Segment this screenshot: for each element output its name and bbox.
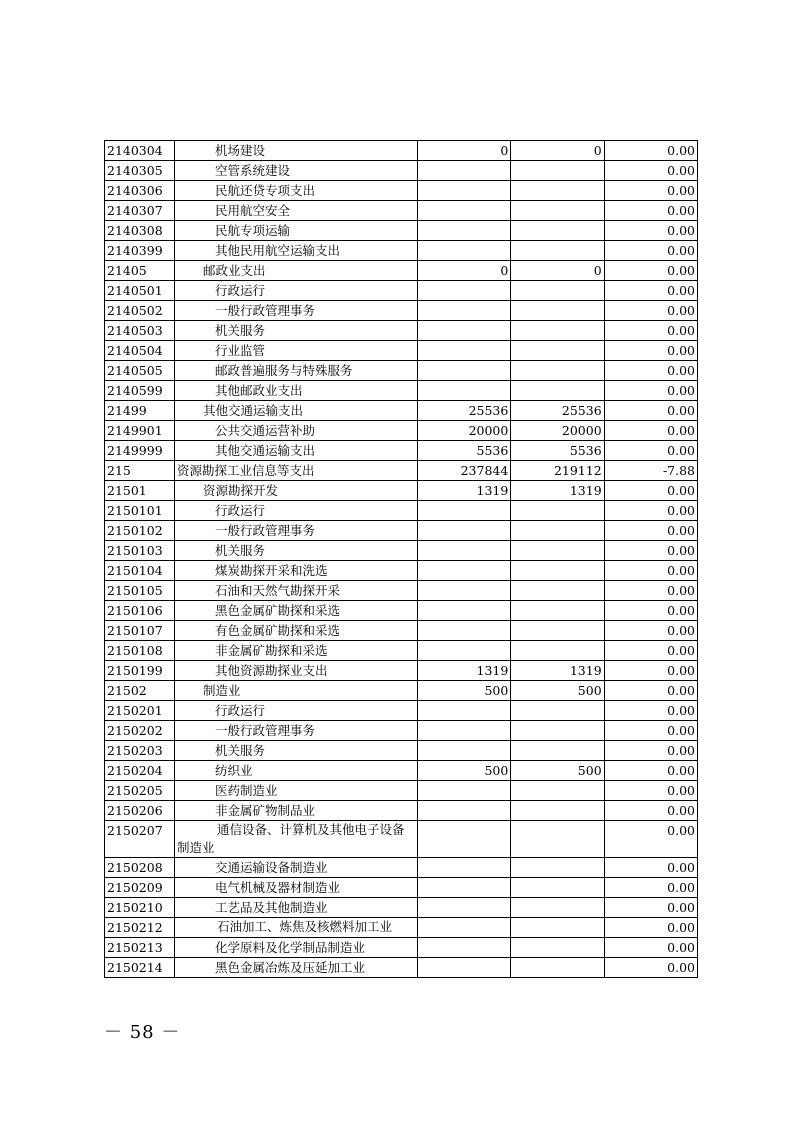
cell-code: 2140505 (105, 361, 175, 381)
cell-budget (418, 321, 511, 341)
cell-code: 2150209 (105, 878, 175, 898)
table-row (105, 481, 698, 501)
cell-budget (418, 501, 511, 521)
table-row (105, 261, 698, 281)
cell-name-text: 石油加工、炼焦及核燃料加工业 (217, 919, 393, 934)
cell-pct: 0.00 (604, 601, 697, 621)
cell-pct: 0.00 (604, 958, 697, 978)
cell-pct: 0.00 (604, 781, 697, 801)
cell-pct: 0.00 (604, 261, 697, 281)
cell-pct: 0.00 (604, 221, 697, 241)
cell-pct: 0.00 (604, 301, 697, 321)
table-row (105, 721, 698, 741)
cell-name: 化学原料及化学制品制造业 (175, 938, 418, 958)
cell-actual (511, 821, 604, 858)
cell-code: 2150102 (105, 521, 175, 541)
cell-name: 民航专项运输 (175, 221, 418, 241)
table-row (105, 878, 698, 898)
cell-budget (418, 701, 511, 721)
cell-code: 2140307 (105, 201, 175, 221)
cell-pct: 0.00 (604, 141, 697, 161)
cell-name (175, 821, 418, 858)
cell-actual (511, 501, 604, 521)
cell-budget (418, 938, 511, 958)
cell-code: 2150105 (105, 581, 175, 601)
cell-name: 煤炭勘探开采和洗选 (175, 561, 418, 581)
cell-name: 其他邮政业支出 (175, 381, 418, 401)
table-row (105, 421, 698, 441)
cell-code: 2150204 (105, 761, 175, 781)
table-row (105, 501, 698, 521)
cell-pct: 0.00 (604, 918, 697, 938)
cell-code: 21499 (105, 401, 175, 421)
cell-budget (418, 821, 511, 858)
cell-name: 行业监管 (175, 341, 418, 361)
cell-actual (511, 201, 604, 221)
cell-budget (418, 641, 511, 661)
cell-code: 2150104 (105, 561, 175, 581)
table-row (105, 201, 698, 221)
cell-budget: 25536 (418, 401, 511, 421)
cell-budget (418, 301, 511, 321)
cell-pct: 0.00 (604, 621, 697, 641)
cell-code: 2150202 (105, 721, 175, 741)
cell-actual: 219112 (511, 461, 604, 481)
cell-actual (511, 721, 604, 741)
cell-pct: 0.00 (604, 821, 697, 858)
cell-pct: 0.00 (604, 561, 697, 581)
cell-pct: 0.00 (604, 661, 697, 681)
table-row (105, 461, 698, 481)
cell-code: 2150212 (105, 918, 175, 938)
cell-code: 2150103 (105, 541, 175, 561)
cell-budget (418, 781, 511, 801)
cell-actual: 5536 (511, 441, 604, 461)
cell-name: 其他民用航空运输支出 (175, 241, 418, 261)
cell-name: 医药制造业 (175, 781, 418, 801)
cell-name: 资源勘探工业信息等支出 (175, 461, 418, 481)
cell-pct: 0.00 (604, 181, 697, 201)
cell-actual (511, 241, 604, 261)
cell-code: 2140305 (105, 161, 175, 181)
table-row (105, 401, 698, 421)
cell-name: 机场建设 (175, 141, 418, 161)
cell-actual (511, 301, 604, 321)
cell-budget (418, 898, 511, 918)
cell-pct: 0.00 (604, 898, 697, 918)
cell-budget (418, 181, 511, 201)
cell-name: 行政运行 (175, 701, 418, 721)
cell-actual (511, 521, 604, 541)
cell-name-text: 通信设备、计算机及其他电子设备制造业 (177, 822, 405, 855)
cell-actual: 1319 (511, 481, 604, 501)
cell-code: 2150199 (105, 661, 175, 681)
table-row (105, 898, 698, 918)
cell-actual (511, 641, 604, 661)
cell-budget (418, 581, 511, 601)
cell-budget: 0 (418, 261, 511, 281)
cell-code: 2150101 (105, 501, 175, 521)
table-row (105, 161, 698, 181)
cell-name: 空管系统建设 (175, 161, 418, 181)
cell-name (175, 918, 418, 938)
cell-name: 行政运行 (175, 281, 418, 301)
table-row (105, 621, 698, 641)
cell-code: 2140308 (105, 221, 175, 241)
table-row (105, 561, 698, 581)
cell-actual (511, 701, 604, 721)
cell-code: 2150205 (105, 781, 175, 801)
cell-actual: 1319 (511, 661, 604, 681)
cell-pct: 0.00 (604, 441, 697, 461)
table-row (105, 141, 698, 161)
table-row (105, 741, 698, 761)
cell-pct: 0.00 (604, 501, 697, 521)
budget-table (104, 140, 698, 978)
cell-actual (511, 918, 604, 938)
cell-name: 石油和天然气勘探开采 (175, 581, 418, 601)
cell-pct: 0.00 (604, 741, 697, 761)
cell-code: 2149999 (105, 441, 175, 461)
cell-budget (418, 918, 511, 938)
table-row (105, 341, 698, 361)
cell-name: 公共交通运营补助 (175, 421, 418, 441)
cell-name: 资源勘探开发 (175, 481, 418, 501)
cell-pct: 0.00 (604, 401, 697, 421)
cell-budget (418, 341, 511, 361)
cell-budget (418, 801, 511, 821)
cell-code: 215 (105, 461, 175, 481)
cell-name: 民用航空安全 (175, 201, 418, 221)
table-body (105, 141, 698, 978)
cell-budget: 0 (418, 141, 511, 161)
cell-actual: 500 (511, 681, 604, 701)
table-row (105, 321, 698, 341)
cell-pct: 0.00 (604, 701, 697, 721)
cell-pct: 0.00 (604, 341, 697, 361)
cell-pct: 0.00 (604, 521, 697, 541)
cell-actual (511, 381, 604, 401)
cell-actual (511, 621, 604, 641)
cell-code: 2150210 (105, 898, 175, 918)
cell-pct: 0.00 (604, 721, 697, 741)
cell-actual (511, 801, 604, 821)
cell-code: 2140504 (105, 341, 175, 361)
cell-code: 2150203 (105, 741, 175, 761)
cell-name: 一般行政管理事务 (175, 521, 418, 541)
cell-budget (418, 161, 511, 181)
cell-pct: 0.00 (604, 878, 697, 898)
cell-pct: 0.00 (604, 541, 697, 561)
cell-pct: -7.88 (604, 461, 697, 481)
cell-actual (511, 938, 604, 958)
table-row (105, 441, 698, 461)
cell-pct: 0.00 (604, 858, 697, 878)
cell-name: 非金属矿物制品业 (175, 801, 418, 821)
cell-name: 制造业 (175, 681, 418, 701)
table-row (105, 361, 698, 381)
table-row (105, 821, 698, 858)
cell-code: 2150107 (105, 621, 175, 641)
cell-code: 2150201 (105, 701, 175, 721)
cell-name: 其他资源勘探业支出 (175, 661, 418, 681)
cell-name: 有色金属矿勘探和采选 (175, 621, 418, 641)
cell-pct: 0.00 (604, 681, 697, 701)
cell-pct: 0.00 (604, 421, 697, 441)
cell-budget (418, 521, 511, 541)
cell-budget (418, 878, 511, 898)
cell-code: 2150206 (105, 801, 175, 821)
cell-name: 行政运行 (175, 501, 418, 521)
cell-pct: 0.00 (604, 581, 697, 601)
cell-budget (418, 721, 511, 741)
table-row (105, 761, 698, 781)
table-row (105, 221, 698, 241)
cell-name: 邮政普遍服务与特殊服务 (175, 361, 418, 381)
cell-pct: 0.00 (604, 481, 697, 501)
cell-budget (418, 958, 511, 978)
cell-budget: 500 (418, 681, 511, 701)
table-row (105, 241, 698, 261)
page-number: － 58 － (104, 1022, 181, 1043)
cell-code: 2150106 (105, 601, 175, 621)
table-row (105, 681, 698, 701)
table-row (105, 641, 698, 661)
table-row (105, 701, 698, 721)
cell-actual: 20000 (511, 421, 604, 441)
cell-actual (511, 321, 604, 341)
cell-code: 2149901 (105, 421, 175, 441)
cell-actual (511, 958, 604, 978)
cell-name: 其他交通运输支出 (175, 401, 418, 421)
cell-code: 2140306 (105, 181, 175, 201)
cell-budget: 237844 (418, 461, 511, 481)
cell-budget: 5536 (418, 441, 511, 461)
cell-code: 21405 (105, 261, 175, 281)
cell-actual (511, 741, 604, 761)
cell-name: 非金属矿勘探和采选 (175, 641, 418, 661)
cell-code: 2140399 (105, 241, 175, 261)
cell-code: 21501 (105, 481, 175, 501)
cell-budget: 500 (418, 761, 511, 781)
table-row (105, 958, 698, 978)
cell-name: 交通运输设备制造业 (175, 858, 418, 878)
cell-name: 机关服务 (175, 541, 418, 561)
table-row (105, 521, 698, 541)
cell-budget (418, 858, 511, 878)
cell-pct: 0.00 (604, 641, 697, 661)
cell-budget (418, 561, 511, 581)
cell-pct: 0.00 (604, 241, 697, 261)
cell-pct: 0.00 (604, 938, 697, 958)
cell-actual (511, 281, 604, 301)
cell-code: 2140503 (105, 321, 175, 341)
table-row (105, 581, 698, 601)
cell-name: 其他交通运输支出 (175, 441, 418, 461)
cell-code: 2150108 (105, 641, 175, 661)
cell-pct: 0.00 (604, 321, 697, 341)
cell-budget (418, 381, 511, 401)
cell-pct: 0.00 (604, 201, 697, 221)
table-row (105, 781, 698, 801)
cell-name: 邮政业支出 (175, 261, 418, 281)
cell-budget: 1319 (418, 481, 511, 501)
cell-name: 工艺品及其他制造业 (175, 898, 418, 918)
cell-name: 机关服务 (175, 741, 418, 761)
cell-name: 电气机械及器材制造业 (175, 878, 418, 898)
cell-budget (418, 601, 511, 621)
table-row (105, 801, 698, 821)
cell-actual (511, 781, 604, 801)
cell-pct: 0.00 (604, 361, 697, 381)
table-row (105, 181, 698, 201)
cell-code: 21502 (105, 681, 175, 701)
cell-actual (511, 181, 604, 201)
table-row (105, 938, 698, 958)
cell-actual (511, 221, 604, 241)
cell-budget (418, 541, 511, 561)
cell-actual (511, 341, 604, 361)
cell-actual (511, 361, 604, 381)
cell-pct: 0.00 (604, 281, 697, 301)
cell-name: 黑色金属冶炼及压延加工业 (175, 958, 418, 978)
cell-code: 2150214 (105, 958, 175, 978)
cell-code: 2140599 (105, 381, 175, 401)
cell-name: 纺织业 (175, 761, 418, 781)
cell-name: 黑色金属矿勘探和采选 (175, 601, 418, 621)
cell-actual: 0 (511, 141, 604, 161)
cell-budget: 20000 (418, 421, 511, 441)
cell-actual (511, 541, 604, 561)
cell-actual (511, 898, 604, 918)
cell-pct: 0.00 (604, 761, 697, 781)
cell-name: 民航还贷专项支出 (175, 181, 418, 201)
cell-code: 2150207 (105, 821, 175, 858)
cell-name: 一般行政管理事务 (175, 301, 418, 321)
cell-pct: 0.00 (604, 161, 697, 181)
cell-actual (511, 161, 604, 181)
cell-name: 机关服务 (175, 321, 418, 341)
cell-budget (418, 281, 511, 301)
cell-pct: 0.00 (604, 801, 697, 821)
cell-actual (511, 581, 604, 601)
table-row (105, 858, 698, 878)
cell-budget (418, 361, 511, 381)
cell-code: 2140502 (105, 301, 175, 321)
cell-actual: 0 (511, 261, 604, 281)
cell-budget (418, 741, 511, 761)
cell-code: 2150213 (105, 938, 175, 958)
cell-actual (511, 601, 604, 621)
cell-actual (511, 878, 604, 898)
cell-name: 一般行政管理事务 (175, 721, 418, 741)
cell-budget (418, 621, 511, 641)
cell-code: 2140501 (105, 281, 175, 301)
cell-actual: 25536 (511, 401, 604, 421)
cell-budget (418, 221, 511, 241)
table-row (105, 601, 698, 621)
cell-actual (511, 858, 604, 878)
table-row (105, 281, 698, 301)
table-row (105, 541, 698, 561)
cell-code: 2150208 (105, 858, 175, 878)
cell-budget: 1319 (418, 661, 511, 681)
table-row (105, 661, 698, 681)
table-row (105, 381, 698, 401)
cell-code: 2140304 (105, 141, 175, 161)
cell-pct: 0.00 (604, 381, 697, 401)
cell-actual (511, 561, 604, 581)
cell-actual: 500 (511, 761, 604, 781)
table-row (105, 301, 698, 321)
cell-budget (418, 241, 511, 261)
cell-budget (418, 201, 511, 221)
table-row (105, 918, 698, 938)
